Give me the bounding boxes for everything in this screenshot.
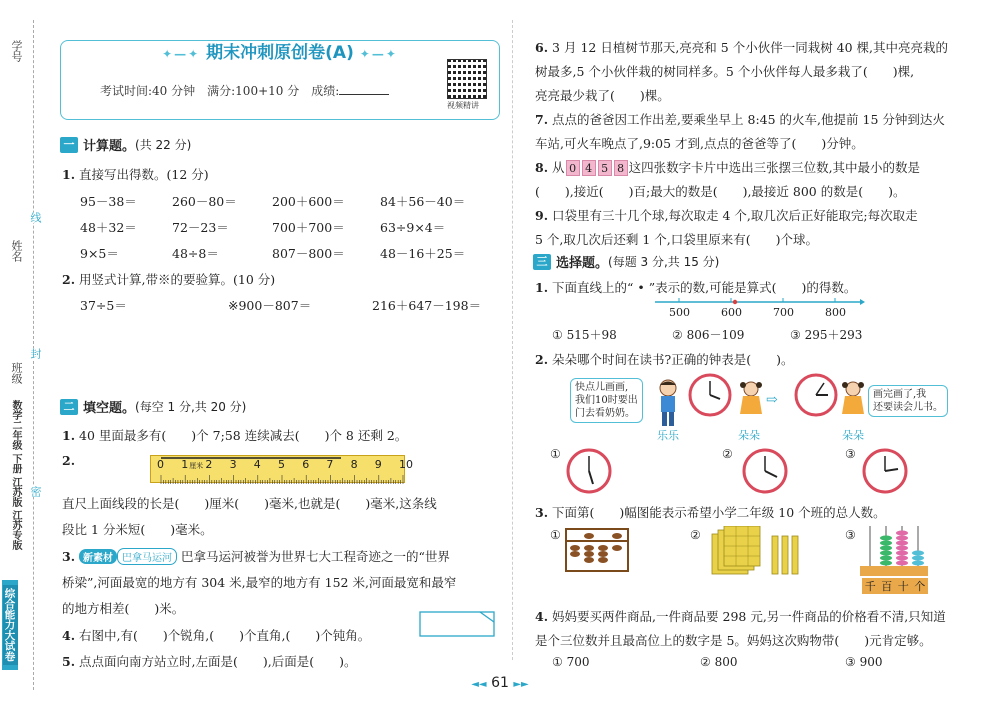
calc-r1-c2: 700＋700＝ xyxy=(272,220,345,235)
s2-question-4: 4. 右图中,有( )个锐角,( )个直角,( )个钝角。 xyxy=(62,628,371,643)
clock-option-3-icon[interactable] xyxy=(862,448,908,494)
ruler-label-10: 10 xyxy=(399,458,413,471)
cut-mark-3: 密 xyxy=(29,486,42,497)
s3-q1-option-2[interactable]: ② 806－109 xyxy=(672,328,745,342)
clock-option-3-label[interactable]: ③ xyxy=(845,447,856,461)
s3-question-2: 2. 朵朵哪个时间在读书?正确的钟表是( )。 xyxy=(535,352,794,367)
q8-prefix: 从 xyxy=(552,160,565,175)
digit-card-4: 4 xyxy=(582,160,596,176)
q6-line-b: 树最多,5 个小伙伴栽的树同样多。5 个小伙伴每人最多栽了( )棵, xyxy=(535,64,915,79)
s1-question-2: 2. 用竖式计算,带※的要验算。(10 分) xyxy=(62,272,276,287)
s2-q3-line-b: 桥梁”,河面最宽的地方有 304 米,最窄的地方有 152 米,河面最宽和最窄 xyxy=(62,575,457,590)
q7-text-a: 点点的爸爸因工作出差,要乘坐早上 8:45 的火车,他提前 15 分钟到达火 xyxy=(552,112,945,127)
q3-option-1-label[interactable]: ① xyxy=(550,528,561,542)
q9-text-a: 口袋里有三十几个球,每次取走 4 个,取几次后正好能取完;每次取走 xyxy=(552,208,918,223)
s2-q3-line-c: 的地方相差( )米。 xyxy=(62,601,185,616)
binding-strip xyxy=(0,0,40,709)
vertical-calc-1: 37÷5＝ xyxy=(80,298,127,313)
s3-question-3: 3. 下面第( )幅图能表示希望小学二年级 10 个班的总人数。 xyxy=(535,505,886,520)
q6-line-a: 6. 3 月 12 日植树节那天,亮亮和 5 个小伙伴一同栽树 40 棵,其中亮亮栽的 xyxy=(535,40,949,55)
ruler-label-0: 0 xyxy=(157,458,164,471)
section-1-points: (共 22 分) xyxy=(135,138,192,152)
calc-r0-c0: 95－38＝ xyxy=(80,194,137,209)
ruler-label-2: 2 xyxy=(205,458,213,471)
name-label: 姓名 xyxy=(10,240,23,262)
student-id-label: 学号 xyxy=(10,40,23,62)
story-clock-1-icon xyxy=(688,373,732,417)
ruler-label-3: 3 xyxy=(229,458,237,471)
page-footer xyxy=(0,675,1000,691)
s2-q5-text: 点点面向南方站立时,左面是( ),后面是( )。 xyxy=(79,654,357,669)
angle-figure xyxy=(418,610,498,640)
calc-r0-c2: 200＋600＝ xyxy=(272,194,345,209)
s3-question-4: 4. 妈妈要买两件商品,一件商品要 298 元,另一件商品的价格看不清,只知道 xyxy=(535,609,946,624)
calc-r2-c3: 48－16＋25＝ xyxy=(380,246,466,261)
section-1-heading xyxy=(60,135,191,154)
exam-info-text: 考试时间:40 分钟 满分:100+10 分 成绩: xyxy=(100,84,340,98)
section-2-points: (每空 1 分,共 20 分) xyxy=(135,400,247,414)
title-text: 期末冲刺原创卷(A) xyxy=(206,43,354,63)
girl-figure-2-icon xyxy=(840,380,866,422)
q8-line-a: 8. 从 0 4 5 8 这四张数字卡片中选出三张摆三位数,其中最小的数是 xyxy=(535,160,921,175)
q6-line-c: 亮亮最少栽了( )棵。 xyxy=(535,88,670,103)
ruler-label-4: 4 xyxy=(253,458,261,471)
s2-q2-line-b: 段比 1 分米短( )毫米。 xyxy=(62,522,213,537)
ruler xyxy=(150,455,413,483)
s2-question-3: 3. 新素材 巴拿马运河 巴拿马运河被誉为世界七大工程奇迹之一的“世界 xyxy=(62,549,450,564)
s3-q1-text: 下面直线上的“ • ”表示的数,可能是算式( )的得数。 xyxy=(552,280,857,295)
s1-question-1: 1. 直接写出得数。(12 分) xyxy=(62,167,209,182)
page-title xyxy=(60,38,500,63)
calc-r1-c1: 72－23＝ xyxy=(172,220,229,235)
bubble2-line2: 还要读会儿书。 xyxy=(873,402,943,413)
s3-q4-text-a: 妈妈要买两件商品,一件商品要 298 元,另一件商品的价格看不清,只知道 xyxy=(552,609,946,624)
exam-info xyxy=(100,82,389,99)
calc-r1-c0: 48＋32＝ xyxy=(80,220,137,235)
q3-option-2-label[interactable]: ② xyxy=(690,528,701,542)
prev-arrow-icon: ◄◄ xyxy=(471,679,487,690)
class-label: 班级 xyxy=(10,362,23,384)
s3-q4-line-b: 是个三位数并且最高位上的数字是 5。妈妈这次购物带( )元肯定够。 xyxy=(535,633,932,648)
number-line-label-800: 800 xyxy=(825,306,846,319)
q8-text-a: 这四张数字卡片中选出三张摆三位数,其中最小的数是 xyxy=(628,160,921,175)
q3-option-3-label[interactable]: ③ xyxy=(845,528,856,542)
vertical-calc-3: 216＋647－198＝ xyxy=(372,298,482,313)
speech-bubble-1 xyxy=(570,378,643,423)
brand-name: 综合能力大试卷 xyxy=(3,585,18,665)
section-3-heading xyxy=(533,252,719,271)
place-hundreds: 百 xyxy=(881,580,893,593)
name-lele: 乐乐 xyxy=(657,429,679,442)
digit-card-8: 8 xyxy=(614,160,628,176)
section-1-number: 一 xyxy=(60,137,78,153)
name-duoduo-2: 朵朵 xyxy=(842,429,864,442)
brand-strip xyxy=(2,580,18,670)
column-divider xyxy=(512,20,513,660)
s2-q4-text: 右图中,有( )个锐角,( )个直角,( )个钝角。 xyxy=(79,628,371,643)
section-3-title: 选择题。 xyxy=(556,256,609,271)
bead-counter-option-3-icon[interactable] xyxy=(860,526,930,576)
ruler-label-6: 6 xyxy=(302,458,310,471)
qr-code-icon[interactable] xyxy=(447,59,487,99)
place-tens: 十 xyxy=(897,580,909,593)
next-arrow-icon: ►► xyxy=(513,679,529,690)
title-deco-left: ✦—✦ xyxy=(162,47,201,61)
number-line-label-600: 600 xyxy=(721,306,742,319)
s3-q1-option-1[interactable]: ① 515＋98 xyxy=(552,328,617,342)
clock-option-2-icon[interactable] xyxy=(742,448,788,494)
ruler-label-9: 9 xyxy=(374,458,382,471)
s2-q1-text: 40 里面最多有( )个 7;58 连续减去( )个 8 还剩 2。 xyxy=(79,428,408,443)
vertical-calc-2: ※900－807＝ xyxy=(228,298,312,313)
story-clock-2-icon xyxy=(794,373,838,417)
bubble2-line1: 画完画了,我 xyxy=(873,389,927,400)
q9-line-a: 9. 口袋里有三十几个球,每次取走 4 个,取几次后正好能取完;每次取走 xyxy=(535,208,918,223)
s3-question-1: 1. 下面直线上的“ • ”表示的数,可能是算式( )的得数。 xyxy=(535,280,857,295)
abacus-option-1-icon[interactable] xyxy=(565,528,630,573)
calc-r2-c1: 48÷8＝ xyxy=(172,246,219,261)
place-ones: 个 xyxy=(914,580,926,593)
qr-label: 视频精讲 xyxy=(447,101,479,110)
number-line-label-500: 500 xyxy=(669,306,690,319)
speech-bubble-2 xyxy=(868,385,948,417)
clock-option-1-icon[interactable] xyxy=(566,448,612,494)
s3-q3-text: 下面第( )幅图能表示希望小学二年级 10 个班的总人数。 xyxy=(552,505,886,520)
ruler-label-7: 7 xyxy=(326,458,334,471)
ruler-unit: 厘米 xyxy=(189,462,204,470)
calc-r2-c0: 9×5＝ xyxy=(80,246,119,261)
cut-mark-1: 线 xyxy=(29,212,42,223)
s1-q2-text: 用竖式计算,带※的要验算。(10 分) xyxy=(79,272,276,287)
number-line-dot xyxy=(733,300,737,304)
place-thousands: 千 xyxy=(864,580,876,593)
title-deco-right: ✦—✦ xyxy=(359,47,398,61)
cut-mark-2: 封 xyxy=(29,348,42,359)
ruler-label-8: 8 xyxy=(350,458,358,471)
q6-text-a: 3 月 12 日植树节那天,亮亮和 5 个小伙伴一同栽树 40 棵,其中亮亮栽的 xyxy=(552,40,949,55)
calc-r0-c1: 260－80＝ xyxy=(172,194,237,209)
abacus-place-labels xyxy=(862,578,928,594)
q8-line-b: ( ),接近( )百;最大的数是( ),最接近 800 的数是( )。 xyxy=(535,184,906,199)
calc-r2-c2: 807－800＝ xyxy=(272,246,345,261)
score-blank[interactable] xyxy=(339,94,389,95)
section-3-points: (每题 3 分,共 15 分) xyxy=(608,255,720,269)
edition-text: 数学二年级 下册 江苏版 江苏专版 xyxy=(10,400,21,551)
s1-q1-text: 直接写出得数。(12 分) xyxy=(79,167,209,182)
clock-option-2-label[interactable]: ② xyxy=(722,447,733,461)
number-line-label-700: 700 xyxy=(773,306,794,319)
digit-card-5: 5 xyxy=(598,160,612,176)
s2-q3-line-a: 巴拿马运河被誉为世界七大工程奇迹之一的“世界 xyxy=(181,549,450,564)
calc-r0-c3: 84＋56－40＝ xyxy=(380,194,466,209)
section-2-number: 二 xyxy=(60,399,78,415)
section-3-number: 三 xyxy=(533,254,551,270)
digit-card-0: 0 xyxy=(566,160,580,176)
s3-q4-option-1[interactable]: ① 700 xyxy=(552,655,590,669)
q9-line-b: 5 个,取几次后还剩 1 个,口袋里原来有( )个球。 xyxy=(535,232,819,247)
section-2-heading xyxy=(60,397,246,416)
s3-q1-option-3[interactable]: ③ 295＋293 xyxy=(790,328,863,342)
girl-figure-1-icon xyxy=(738,380,764,422)
calc-r1-c3: 63÷9×4＝ xyxy=(380,220,446,235)
topic-tag: 巴拿马运河 xyxy=(117,548,177,565)
q7-line-b: 车站,可火车晚点了,9:05 才到,点点的爸爸等了( )分钟。 xyxy=(535,136,864,151)
bubble1-line2: 我们10时要出 xyxy=(575,395,638,406)
arrow-right-icon: ⇨ xyxy=(766,392,778,408)
s2-question-1: 1. 40 里面最多有( )个 7;58 连续减去( )个 8 还剩 2。 xyxy=(62,428,408,443)
bubble1-line3: 门去看奶奶。 xyxy=(575,408,635,419)
new-material-tag: 新素材 xyxy=(79,549,117,564)
clock-option-1-label[interactable]: ① xyxy=(550,447,561,461)
ruler-label-1: 1 xyxy=(181,458,189,471)
q7-line-a: 7. 点点的爸爸因工作出差,要乘坐早上 8:45 的火车,他提前 15 分钟到达火 xyxy=(535,112,945,127)
s2-question-2-num: 2. xyxy=(62,453,76,468)
s2-question-5: 5. 点点面向南方站立时,左面是( ),后面是( )。 xyxy=(62,654,357,669)
bubble1-line1: 快点儿画画, xyxy=(575,382,629,393)
section-2-title: 填空题。 xyxy=(83,401,136,416)
cube-blocks-option-2-icon[interactable] xyxy=(710,526,810,578)
page-number: 61 xyxy=(491,675,509,691)
s3-q2-text: 朵朵哪个时间在读书?正确的钟表是( )。 xyxy=(552,352,794,367)
name-duoduo-1: 朵朵 xyxy=(738,429,760,442)
s3-q4-option-3[interactable]: ③ 900 xyxy=(845,655,883,669)
section-1-title: 计算题。 xyxy=(83,139,136,154)
s2-q2-line-a: 直尺上面线段的长是( )厘米( )毫米,也就是( )毫米,这条线 xyxy=(62,496,437,511)
boy-figure-icon xyxy=(653,378,683,428)
ruler-label-5: 5 xyxy=(278,458,285,471)
s3-q4-option-2[interactable]: ② 800 xyxy=(700,655,738,669)
